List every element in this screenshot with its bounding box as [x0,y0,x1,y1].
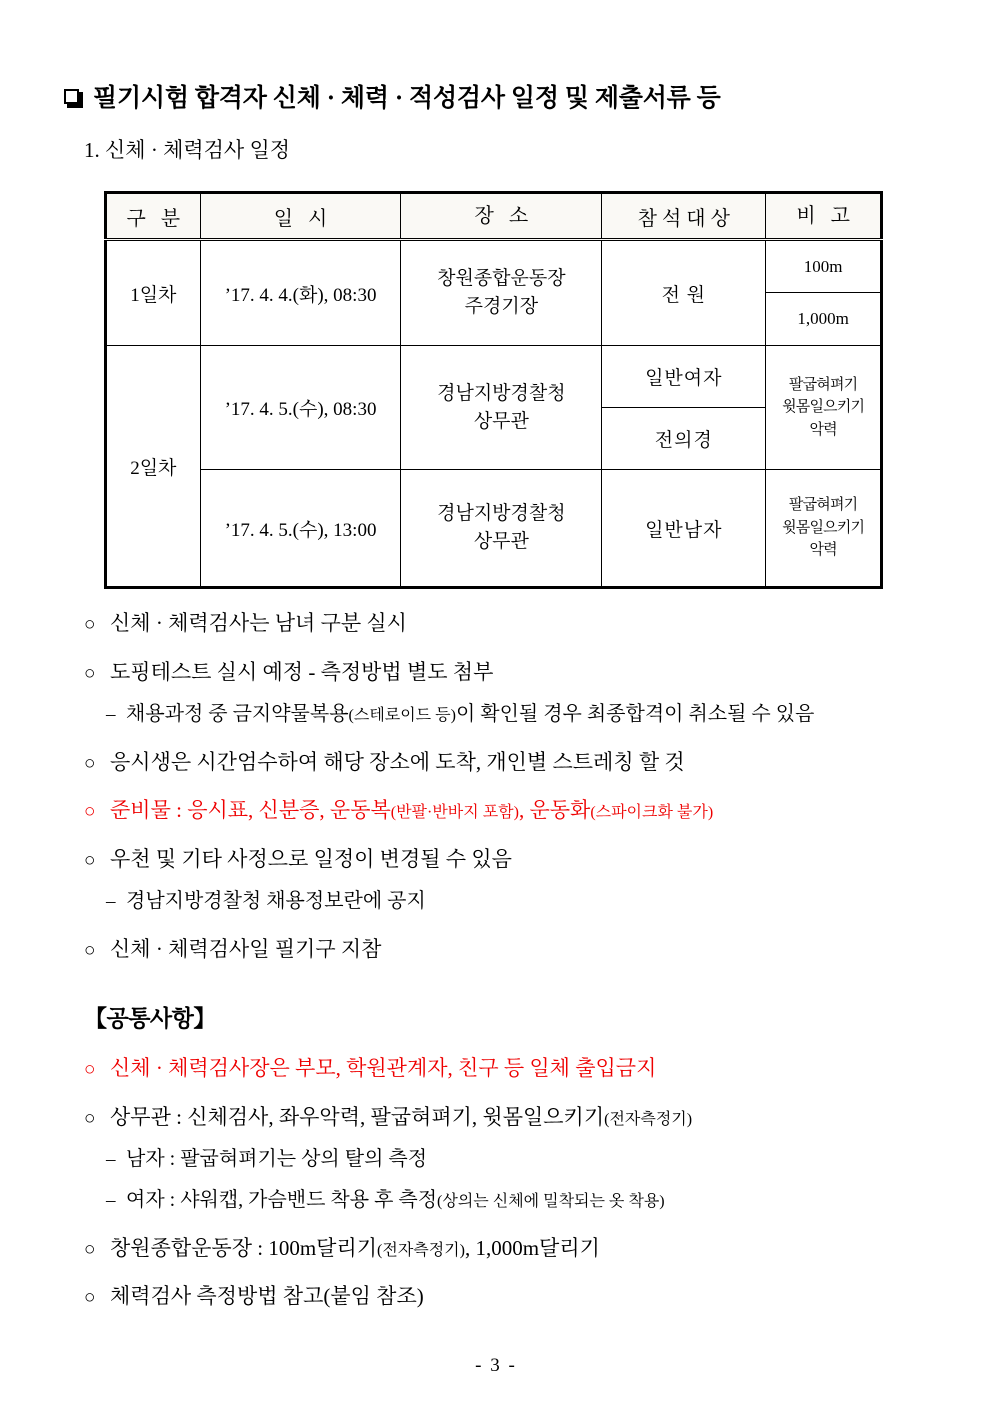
common-subitem-male [106,1147,692,1172]
prepare-mid: , 운동화 [518,798,591,823]
prepare-head: 준비물 : 응시표, 신분증, 운동복 [110,798,391,823]
common-item-no-entry [84,1055,692,1082]
common-item-stadium [84,1235,692,1262]
common-section-heading: 【공통사항】 [84,1006,216,1031]
schedule-table [104,191,883,589]
cell-day-1: 1일차 [106,240,201,346]
column-header-division: 구 분 [106,193,201,240]
prepare-paren2: (스파이크화 불가) [590,804,714,822]
note-item-doping [84,659,814,686]
reference-paren: (붙임 참조) [323,1284,424,1309]
reference-head: 체력검사 측정방법 참고 [110,1284,324,1309]
cell-place-1-line1: 창원종합운동장 [437,268,566,290]
doping-paren: (스테로이드 등) [348,706,456,724]
common-subitem-female [106,1188,692,1213]
cell-place-1-line2: 주경기장 [464,296,539,317]
cell-place-1 [401,240,602,346]
circle-bullet-icon: ○ [84,850,96,871]
table-row [106,240,882,293]
prepare-paren1: (반팔·반바지 포함) [390,804,519,822]
table-row [106,346,882,408]
dash-bullet-icon: – [106,703,116,725]
common-item-sangmugwan [84,1104,692,1131]
stadium-paren: (전자측정기) [377,1241,465,1259]
cell-place-3-line2: 상무관 [473,531,529,552]
cell-datetime-2: ’17. 4. 5.(수), 08:30 [200,346,401,470]
circle-bullet-icon: ○ [84,614,96,635]
schedule-table-wrapper [104,191,883,589]
female-head: 여자 : 샤워캡, 가슴밴드 착용 후 측정 [126,1188,438,1211]
notes-list [84,610,814,985]
dash-bullet-icon: – [106,1189,116,1211]
stadium-head: 창원종합운동장 : 100m달리기 [110,1235,378,1260]
circle-bullet-icon: ○ [84,1238,96,1260]
column-header-remarks: 비 고 [766,193,882,240]
column-header-place: 장 소 [401,193,602,240]
cell-place-2-line2: 상무관 [473,410,529,432]
cell-place-3-line1: 경남지방경찰청 [437,503,566,525]
circle-bullet-icon: ○ [84,801,96,823]
table-header-row [106,193,882,240]
dash-bullet-icon: – [106,1148,116,1170]
note-subitem-doping-detail-text [126,702,814,727]
note-item-arrive-on-time-text: 응시생은 시간엄수하여 해당 장소에 도착, 개인별 스트레칭 할 것 [110,749,685,774]
note-subitem-announcement-text: 경남지방경찰청 채용정보란에 공지 [126,889,426,912]
doping-main: 채용과정 중 금지약물복용 [126,702,349,725]
cell-note-3-line3: 악력 [809,542,837,559]
note-subitem-announcement [106,889,814,914]
cell-note-3-line1: 팔굽혀펴기 [788,497,858,514]
circle-bullet-icon: ○ [84,662,96,684]
common-item-sangmugwan-text [110,1104,692,1130]
column-header-attendees: 참석대상 [602,193,766,240]
common-item-reference-text [110,1283,424,1309]
cell-target-2b: 전의경 [602,408,766,470]
common-item-no-entry-text: 신체 · 체력검사장은 부모, 학원관계자, 친구 등 일체 출입금지 [110,1056,657,1080]
female-paren: (상의는 신체에 밀착되는 옷 착용) [437,1192,665,1210]
note-item-bring-pen [84,936,814,963]
circle-bullet-icon: ○ [84,752,96,774]
note-item-bring-pen-text: 신체 · 체력검사일 필기구 지참 [110,936,382,961]
common-subitem-male-text: 남자 : 팔굽혀펴기는 상의 탈의 측정 [126,1147,428,1170]
common-section [84,1000,692,1332]
circle-bullet-icon: ○ [84,939,96,961]
cell-note-1a: 100m [766,240,882,293]
cell-note-1b: 1,000m [766,293,882,346]
column-header-datetime: 일 시 [200,193,401,240]
cell-place-3 [401,470,602,588]
cell-target-1: 전 원 [602,240,766,346]
page-title [64,86,721,111]
cell-datetime-3: ’17. 4. 5.(수), 13:00 [200,470,401,588]
cell-note-3-line2: 윗몸일으키기 [782,519,865,536]
dash-bullet-icon: – [106,890,116,912]
circle-bullet-icon: ○ [84,1287,96,1309]
page-number: - 3 - [475,1355,517,1376]
doping-tail: 이 확인될 경우 최종합격이 취소될 수 있음 [455,702,815,725]
common-item-stadium-text [110,1235,600,1261]
stadium-tail: , 1,000m달리기 [464,1235,600,1260]
note-item-required-items [84,797,814,824]
cell-note-3 [766,470,882,588]
cell-note-2-line2: 윗몸일으키기 [782,399,865,416]
cell-place-2 [401,346,602,470]
note-item-weather-change-text: 우천 및 기타 사정으로 일정이 변경될 수 있음 [110,847,512,871]
cell-note-2-line3: 악력 [809,421,837,438]
sangmugwan-paren: (전자측정기) [604,1110,693,1128]
cell-target-3: 일반남자 [602,470,766,588]
section-heading: 1. 신체 · 체력검사 일정 [84,138,291,162]
circle-bullet-icon: ○ [84,1059,96,1080]
square-shadow-bullet-icon [64,89,83,108]
note-subitem-doping-detail [106,702,814,727]
note-item-required-items-text [110,797,713,823]
page-title-text: 필기시험 합격자 신체 · 체력 · 적성검사 일정 및 제출서류 등 [93,85,721,112]
table-row [106,470,882,588]
cell-day-2: 2일차 [106,346,201,588]
cell-datetime-1: ’17. 4. 4.(화), 08:30 [200,240,401,346]
note-item-gender-split-text: 신체 · 체력검사는 남녀 구분 실시 [110,611,407,635]
cell-note-2-line1: 팔굽혀펴기 [788,376,858,393]
cell-note-2 [766,346,882,470]
note-item-gender-split [84,610,814,637]
sangmugwan-head: 상무관 : 신체검사, 좌우악력, 팔굽혀펴기, 윗몸일으키기 [110,1104,605,1129]
cell-target-2a: 일반여자 [602,346,766,408]
note-item-weather-change [84,846,814,873]
cell-place-2-line1: 경남지방경찰청 [437,382,566,404]
circle-bullet-icon: ○ [84,1107,96,1129]
common-subitem-female-text [126,1188,665,1213]
common-item-reference [84,1283,692,1310]
note-item-doping-text: 도핑테스트 실시 예정 - 측정방법 별도 첨부 [110,659,494,684]
note-item-arrive-on-time [84,749,814,776]
